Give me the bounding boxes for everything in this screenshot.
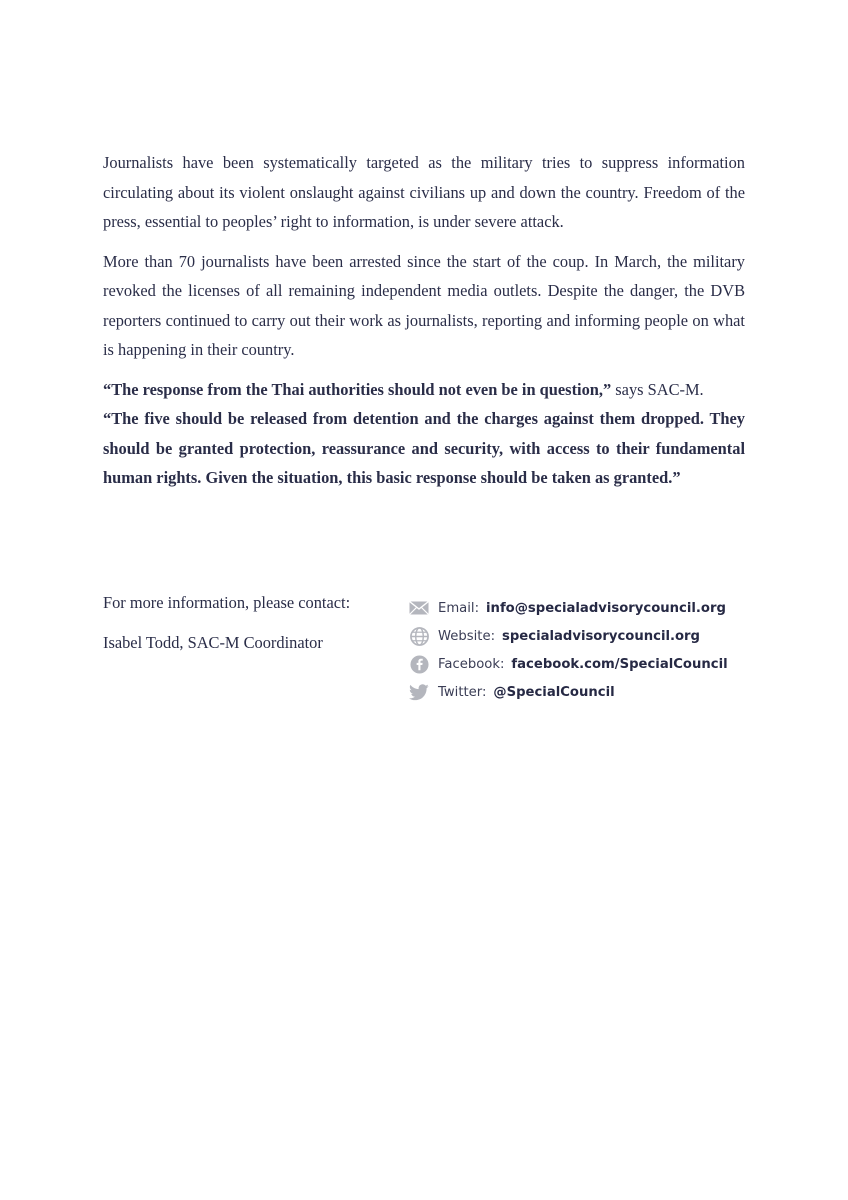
contact-website-row (409, 622, 728, 650)
facebook-value[interactable]: facebook.com/SpecialCouncil (511, 656, 728, 672)
paragraph-journalists-arrested: More than 70 journalists have been arrested since the start of the coup. In March, the military revoked the licenses of all remaining independent media outlets. Despite the danger, the DVB reporters continued to carry out their work as journalists, reporting and informing people on what is happening in their country. (103, 251, 745, 359)
twitter-icon (409, 682, 429, 702)
contact-person: Isabel Todd, SAC-M Coordinator (103, 633, 323, 652)
globe-icon (409, 626, 429, 646)
contact-facebook-row (409, 650, 728, 678)
email-icon (409, 598, 429, 618)
contact-heading: For more information, please contact: (103, 593, 351, 612)
twitter-value[interactable]: @SpecialCouncil (493, 684, 615, 700)
quote-paragraph (103, 375, 745, 493)
press-release-body (103, 148, 745, 503)
email-value[interactable]: info@specialadvisorycouncil.org (486, 600, 726, 616)
facebook-label: Facebook: (438, 656, 505, 672)
website-label: Website: (438, 628, 496, 644)
website-value[interactable]: specialadvisorycouncil.org (502, 628, 700, 644)
twitter-label: Twitter: (438, 684, 487, 700)
paragraph-journalists-targeted: Journalists have been systematically targeted as the military tries to suppress information circulating about its violent onslaught against civilians up and down the country. Freedom of the press, essential to peoples’ right to information, is under severe attack. (103, 153, 745, 231)
quote-continuation: “The five should be released from detention and the charges against them dropped. They should be granted protection, reassurance and security, with access to their fundamental human rights. Given the situation, this basic response should be taken as granted.” (103, 409, 745, 487)
email-label: Email: (438, 600, 480, 616)
contact-block (103, 591, 350, 655)
contact-details (409, 594, 728, 706)
quote-attribution: says SAC-M. (611, 379, 704, 399)
contact-email-row (409, 594, 728, 622)
facebook-icon (409, 654, 429, 674)
contact-twitter-row (409, 678, 728, 706)
quote-opening: “The response from the Thai authorities should not even be in question,” (103, 379, 612, 399)
